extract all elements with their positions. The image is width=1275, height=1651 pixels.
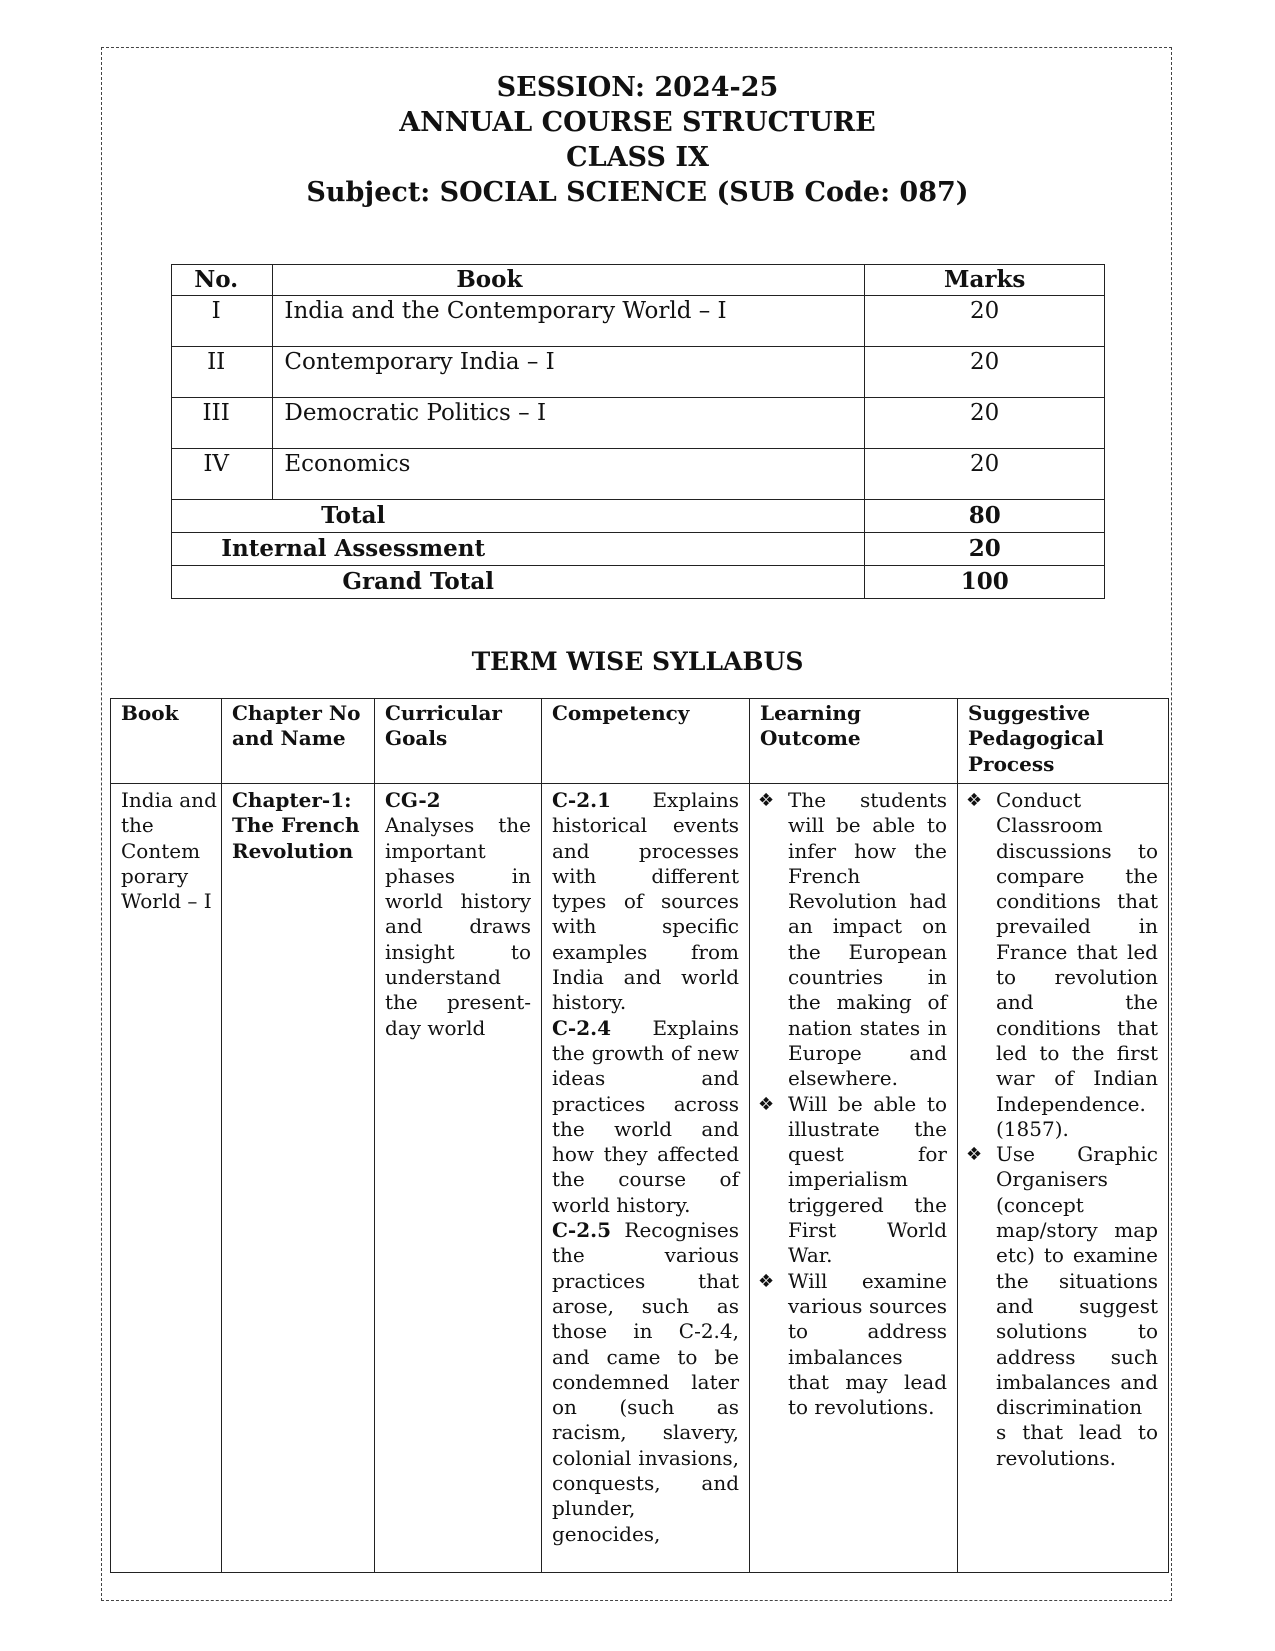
row-marks: 20 <box>865 296 1105 347</box>
diamond-bullet-icon: ❖ <box>758 1093 775 1115</box>
row-number: IV <box>172 449 273 500</box>
row-book: Democratic Politics – I <box>273 398 865 449</box>
competency-code: C-2.1 <box>552 788 612 812</box>
internal-assessment-value: 20 <box>865 533 1105 566</box>
diamond-bullet-icon: ❖ <box>966 790 983 811</box>
list-item <box>758 1092 947 1269</box>
list-item <box>758 788 947 1092</box>
grand-total-label: Grand Total <box>172 566 865 599</box>
book-cell: India and the Contem porary World – I <box>111 784 222 1573</box>
chapter-name: The French Revolution <box>232 813 360 863</box>
diamond-bullet-icon: ❖ <box>758 790 775 811</box>
outcome-text: The students will be able to infer how the French Revolution had an impact on the European countries in the making of nation states in Europe and elsewhere. <box>788 788 947 1091</box>
grand-total-value: 100 <box>865 566 1105 599</box>
row-marks: 20 <box>865 449 1105 500</box>
outcome-text: Will examine various sources to address imbalances that may lead to revolutions. <box>788 1268 947 1420</box>
row-number: III <box>172 398 273 449</box>
row-book: India and the Contemporary World – I <box>273 296 865 347</box>
header-book: Book <box>111 699 222 784</box>
competency-code: C-2.4 <box>552 1015 612 1040</box>
session-heading: SESSION: 2024-25 <box>496 72 779 103</box>
competency-item <box>552 788 739 1016</box>
total-value: 80 <box>865 500 1105 533</box>
pedagogy-text: Conduct Classroom discussions to compare the conditions that prevailed in France that led to revolution and the conditions that led to the first war of Indian Independence. (1857). <box>996 788 1158 1141</box>
header-pedagogical-process: Suggestive Pedagogical Process <box>958 699 1169 784</box>
header-no: No. <box>172 265 273 296</box>
pedagogical-process-cell <box>958 784 1169 1573</box>
header-chapter: Chapter No and Name <box>222 699 375 784</box>
table-row <box>172 347 1105 398</box>
competency-text: Explains historical events and processes with different types of sources with specific examples from India and world history. <box>552 788 739 1015</box>
marks-table <box>171 264 1105 599</box>
document-header <box>0 70 1275 210</box>
header-marks: Marks <box>865 265 1105 296</box>
internal-assessment-row <box>172 533 1105 566</box>
list-item <box>966 788 1158 1142</box>
syllabus-header-row <box>111 699 1169 784</box>
table-row <box>172 398 1105 449</box>
syllabus-row <box>111 784 1169 1573</box>
competency-text: Explains the growth of new ideas and practices across the world and how they affected the course of world history. <box>552 1015 739 1217</box>
row-marks: 20 <box>865 347 1105 398</box>
structure-heading: ANNUAL COURSE STRUCTURE <box>399 107 876 138</box>
pedagogy-text: Use Graphic Organisers (concept map/story map etc) to examine the situations and suggest solutions to address such imbalances and discrimination s that lead to revolutions. <box>996 1142 1158 1470</box>
internal-assessment-label: Internal Assessment <box>172 533 865 566</box>
table-row <box>172 449 1105 500</box>
header-curricular-goals: Curricular Goals <box>375 699 542 784</box>
syllabus-title: TERM WISE SYLLABUS <box>471 647 804 676</box>
competency-text: Recognises the various practices that arose, such as those in C-2.4, and came to be condemned later on (such as racism, slavery, colonial invasions, conquests, and plunder, genocides, <box>552 1218 739 1546</box>
row-book: Economics <box>273 449 865 500</box>
row-number: I <box>172 296 273 347</box>
list-item <box>966 1142 1158 1471</box>
total-row <box>172 500 1105 533</box>
diamond-bullet-icon: ❖ <box>758 1270 775 1292</box>
subject-heading: Subject: SOCIAL SCIENCE (SUB Code: 087) <box>306 177 969 208</box>
outcome-list <box>758 788 947 1420</box>
header-book: Book <box>273 265 865 296</box>
grand-total-row <box>172 566 1105 599</box>
syllabus-table <box>110 698 1169 1573</box>
chapter-number: Chapter-1: <box>232 788 352 812</box>
row-marks: 20 <box>865 398 1105 449</box>
header-competency: Competency <box>542 699 750 784</box>
goal-text: Analyses the important phases in world history and draws insight to understand the present-day world <box>385 813 531 1040</box>
curricular-goals-cell <box>375 784 542 1573</box>
competency-code: C-2.5 <box>552 1218 612 1243</box>
class-heading: CLASS IX <box>566 142 709 173</box>
outcome-text: Will be able to illustrate the quest for imperialism triggered the First World War. <box>788 1091 947 1268</box>
row-number: II <box>172 347 273 398</box>
list-item <box>758 1269 947 1421</box>
row-book: Contemporary India – I <box>273 347 865 398</box>
table-row <box>172 296 1105 347</box>
goal-code: CG-2 <box>385 788 441 812</box>
learning-outcome-cell <box>750 784 958 1573</box>
marks-header-row <box>172 265 1105 296</box>
diamond-bullet-icon: ❖ <box>966 1144 983 1166</box>
chapter-cell <box>222 784 375 1573</box>
competency-item <box>552 1016 739 1218</box>
header-learning-outcome: Learning Outcome <box>750 699 958 784</box>
pedagogy-list <box>966 788 1158 1471</box>
competency-item <box>552 1218 739 1547</box>
total-label: Total <box>172 500 865 533</box>
competency-cell <box>542 784 750 1573</box>
